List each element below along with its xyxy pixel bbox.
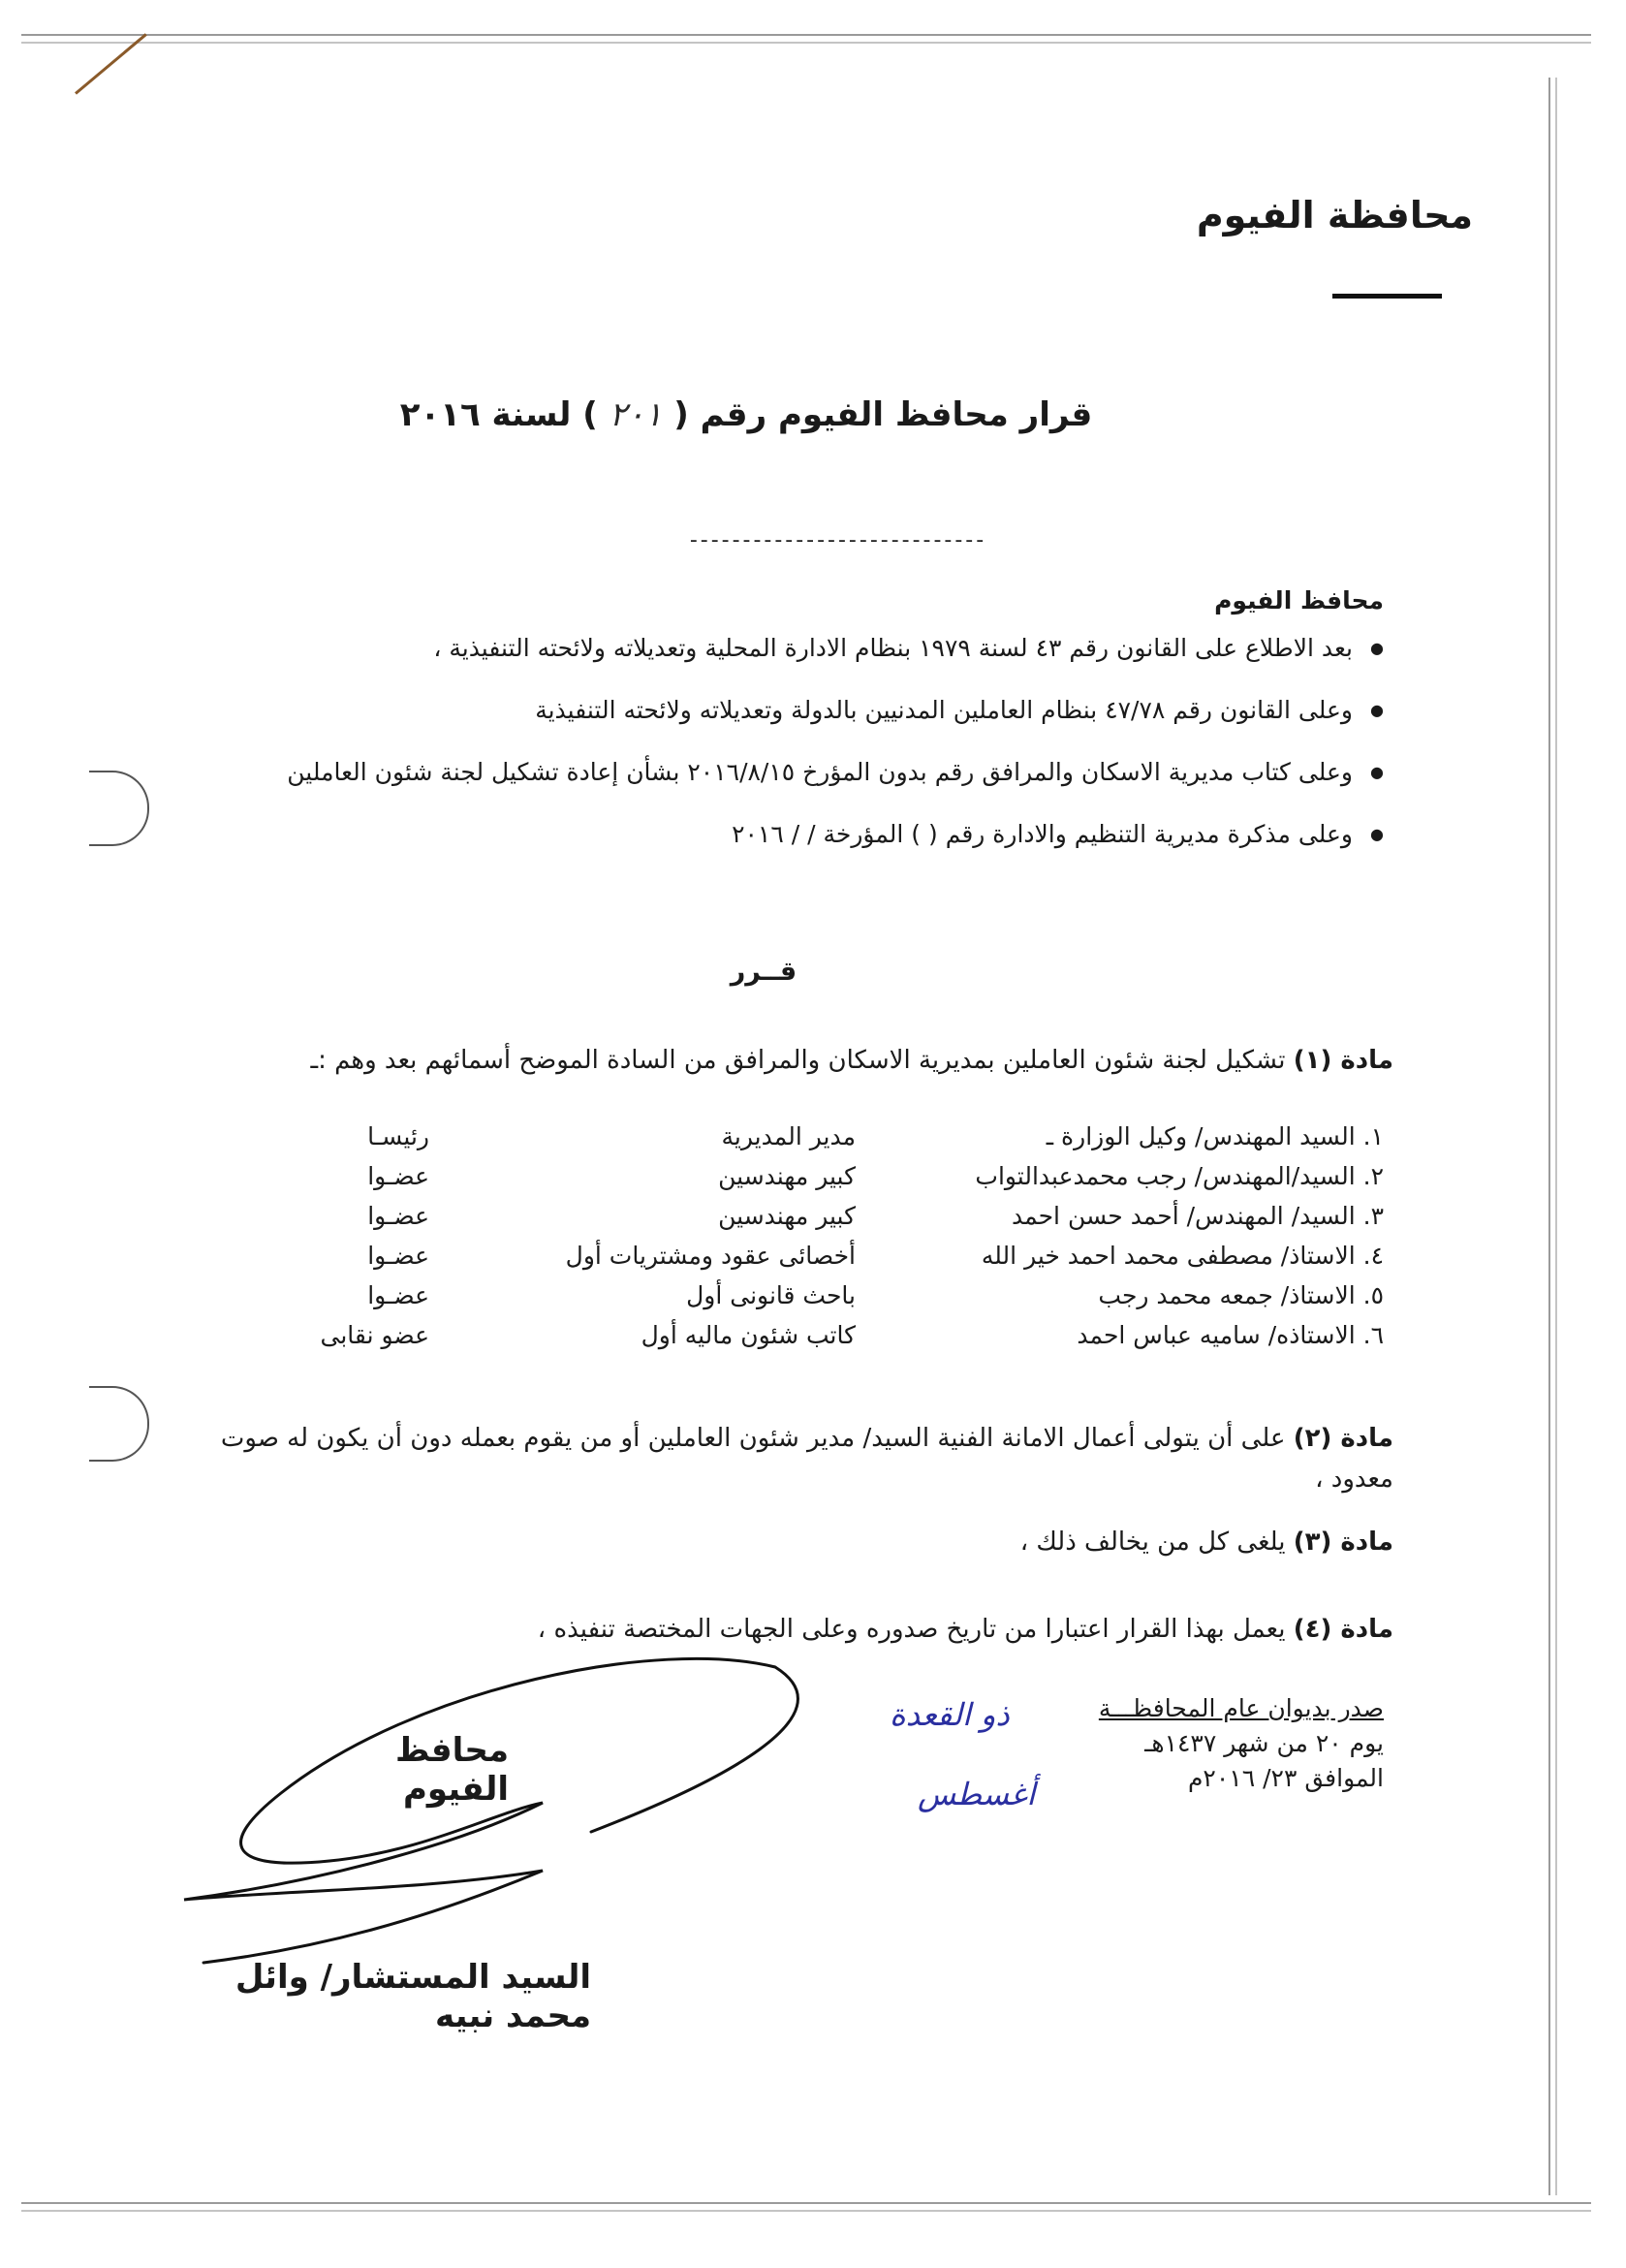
governor-label: محافظ الفيوم — [1214, 586, 1384, 614]
article-text: يلغى كل من يخالف ذلك ، — [1019, 1528, 1286, 1557]
preamble-item: ● بعد الاطلاع على القانون رقم ٤٣ لسنة ١٩٧٩ بنظام الادارة المحلية وتعديلاته ولائحته التنفيذية ، — [221, 630, 1384, 667]
signature-title: محافظ الفيوم — [395, 1731, 509, 1809]
member-name: ١. السيد المهندس/ وكيل الوزارة ـ — [1046, 1122, 1384, 1150]
punch-hole — [89, 771, 149, 846]
preamble-list — [221, 630, 1384, 878]
issuance-date-gregorian: الموافق ٢٣/ ٢٠١٦م — [1187, 1764, 1384, 1792]
issuance-block — [1045, 1691, 1384, 1796]
article-3 — [211, 1522, 1393, 1562]
member-row — [221, 1162, 1384, 1202]
member-row — [221, 1281, 1384, 1321]
handwritten-hijri-month: ذو القعدة — [890, 1696, 1010, 1733]
article-label: مادة (٤) — [1293, 1615, 1393, 1644]
article-label: مادة (٣) — [1293, 1528, 1393, 1557]
member-row — [221, 1122, 1384, 1162]
decree-number-handwritten: ٢٠١ — [609, 395, 663, 434]
article-4 — [211, 1609, 1393, 1650]
signatory-name: السيد المستشار/ وائل محمد نبيه — [235, 1958, 591, 2035]
member-row — [221, 1242, 1384, 1281]
article-label: مادة (١) — [1293, 1046, 1393, 1075]
punch-hole — [89, 1386, 149, 1462]
member-row — [221, 1321, 1384, 1361]
committee-members — [221, 1122, 1384, 1361]
member-role: رئيسـا — [367, 1122, 429, 1150]
separator-dashes: ---------------------------- — [689, 528, 987, 552]
member-role: عضـوا — [367, 1162, 429, 1190]
member-name: ٤. الاستاذ/ مصطفى محمد احمد خير الله — [981, 1242, 1384, 1270]
member-job: مدير المديرية — [721, 1122, 856, 1150]
page-border-right — [1548, 78, 1557, 2195]
preamble-item: ● وعلى كتاب مديرية الاسكان والمرافق رقم بدون المؤرخ ٢٠١٦/٨/١٥ بشأن إعادة تشكيل لجنة شئون العاملين — [221, 754, 1384, 791]
page-border-bottom — [21, 2202, 1591, 2212]
decree-title — [368, 395, 1124, 434]
article-label: مادة (٢) — [1293, 1424, 1393, 1453]
member-role: عضو نقابى — [320, 1321, 429, 1349]
heading-underline — [1332, 294, 1442, 299]
article-text: يعمل بهذا القرار اعتبارا من تاريخ صدوره وعلى الجهات المختصة تنفيذه ، — [537, 1615, 1286, 1644]
decree-title-suffix: ) لسنة ٢٠١٦ — [399, 395, 598, 434]
issuance-line: صدر بديوان عام المحافظـــة — [1098, 1694, 1384, 1722]
decided-heading: قــرر — [730, 957, 797, 987]
member-role: عضـوا — [367, 1281, 429, 1309]
member-name: ٦. الاستاذه/ ساميه عباس احمد — [1077, 1321, 1384, 1349]
preamble-item: ● وعلى القانون رقم ٤٧/٧٨ بنظام العاملين المدنيين بالدولة وتعديلاته ولائحته التنفيذية — [221, 692, 1384, 729]
article-2 — [211, 1418, 1393, 1499]
article-1 — [211, 1040, 1393, 1081]
member-role: عضـوا — [367, 1242, 429, 1270]
member-job: باحث قانونى أول — [686, 1281, 856, 1309]
article-text: تشكيل لجنة شئون العاملين بمديرية الاسكان والمرافق من السادة الموضح أسمائهم بعد وهم :ـ — [310, 1046, 1286, 1075]
decree-title-prefix: قرار محافظ الفيوم رقم ( — [673, 395, 1093, 434]
member-job: كبير مهندسين — [718, 1162, 856, 1190]
member-role: عضـوا — [367, 1202, 429, 1230]
member-row — [221, 1202, 1384, 1242]
issuance-date-hijri: يوم ٢٠ من شهر ١٤٣٧هـ — [1144, 1729, 1384, 1757]
page-border-top — [21, 34, 1591, 44]
member-name: ٥. الاستاذ/ جمعه محمد رجب — [1098, 1281, 1384, 1309]
article-text: على أن يتولى أعمال الامانة الفنية السيد/ مدير شئون العاملين أو من يقوم بعمله دون أن يكون له صوت معدود ، — [220, 1424, 1393, 1494]
member-job: أخصائى عقود ومشتريات أول — [565, 1242, 856, 1270]
member-job: كاتب شئون ماليه أول — [641, 1321, 856, 1349]
handwritten-gregorian-month: أغسطس — [918, 1776, 1036, 1812]
preamble-item: ● وعلى مذكرة مديرية التنظيم والادارة رقم ( ) المؤرخة / / ٢٠١٦ — [221, 816, 1384, 853]
member-name: ٣. السيد/ المهندس/ أحمد حسن احمد — [1012, 1202, 1384, 1230]
member-job: كبير مهندسين — [718, 1202, 856, 1230]
governorate-heading: محافظة الفيوم — [1196, 194, 1473, 236]
member-name: ٢. السيد/المهندس/ رجب محمدعبدالتواب — [975, 1162, 1384, 1190]
